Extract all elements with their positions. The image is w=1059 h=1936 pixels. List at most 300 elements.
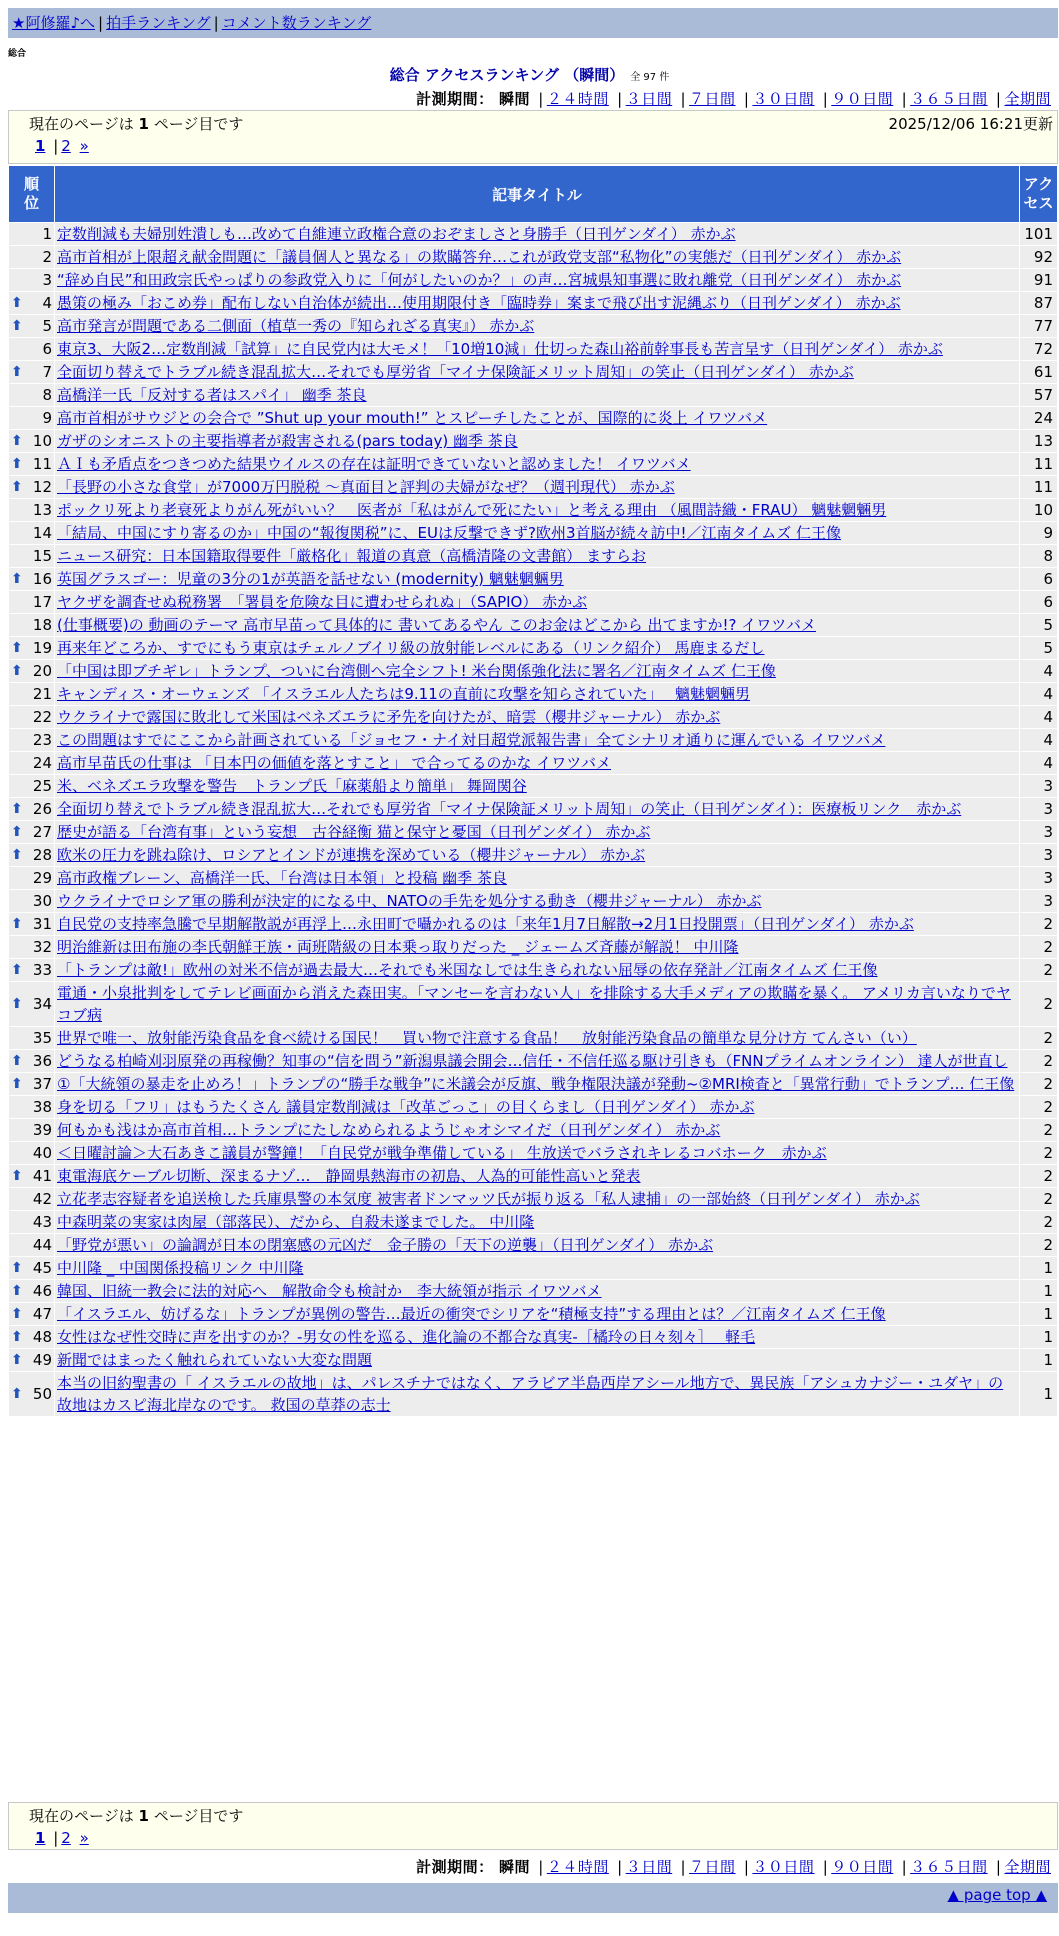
table-row [9, 499, 1058, 522]
page-status-prefix: 現在のページは [29, 1807, 134, 1825]
article-title-link[interactable]: 高橋洋一氏「反対する者はスパイ」 幽季 茶良 [57, 386, 367, 404]
article-title-link[interactable]: 「中国は即ブチギレ」トランプ、ついに台湾側へ完全シフト! 米台関係強化法に署名／江南タイムズ 仁王像 [57, 662, 776, 680]
table-row [9, 844, 1058, 867]
table-row [9, 269, 1058, 292]
article-title-link[interactable]: 「長野の小さな食堂」が7000万円脱税 ～真面目と評判の夫婦がなぜ？（週刊現代） 赤かぶ [57, 478, 675, 496]
table-row [9, 1303, 1058, 1326]
title-cell [55, 959, 1020, 982]
table-row [9, 453, 1058, 476]
table-row [9, 407, 1058, 430]
article-title-link[interactable]: 自民党の支持率急騰で早期解散説が再浮上…永田町で囁かれるのは「来年1月7日解散→2月1日投開票」（日刊ゲンダイ） 赤かぶ [57, 915, 914, 933]
article-title-link[interactable]: “辞め自民”和田政宗氏やっぱりの参政党入りに「何がしたいのか？」の声…宮城県知事選に敗れ離党（日刊ゲンダイ） 赤かぶ [57, 271, 902, 289]
rank-up-arrow-icon: ⬆ [11, 1329, 23, 1345]
rank-up-arrow-icon: ⬆ [11, 1283, 23, 1299]
rank-cell [9, 637, 55, 660]
period-selector-top: 計測期間： 瞬間 | ２４時間 | ３日間 | ７日間 | ３０日間 | ９０日間 | ３６５日間 | 全期間 [416, 90, 1051, 108]
table-row [9, 591, 1058, 614]
title-cell [55, 637, 1020, 660]
title-cell [55, 476, 1020, 499]
access-count: 87 [1020, 292, 1058, 315]
title-cell [55, 1119, 1020, 1142]
rank-cell [9, 890, 55, 913]
article-title-link[interactable]: (仕事概要)の 動画のテーマ 高市早苗って具体的に 書いてあるやん このお金はどこから 出てますか!? イワツバメ [57, 616, 816, 634]
table-row [9, 292, 1058, 315]
rank-cell [9, 1257, 55, 1280]
rank-up-arrow-icon: ⬆ [11, 1386, 23, 1402]
table-row [9, 982, 1058, 1027]
table-row [9, 821, 1058, 844]
access-count: 1 [1020, 1326, 1058, 1349]
access-count: 4 [1020, 706, 1058, 729]
rank-number: 42 [32, 1190, 52, 1208]
title-cell [55, 1096, 1020, 1119]
rank-up-arrow-icon: ⬆ [11, 295, 23, 311]
article-title-link[interactable]: 韓国、旧統一教会に法的対応へ 解散命令も検討か 李大統領が指示 イワツバメ [57, 1282, 602, 1300]
rank-up-arrow-icon: ⬆ [11, 1260, 23, 1276]
access-count: 6 [1020, 591, 1058, 614]
article-title-link[interactable]: ウクライナで露国に敗北して米国はベネズエラに矛先を向けたが、暗雲（櫻井ジャーナル） 赤かぶ [57, 708, 721, 726]
col-rank-header: 順位 [9, 166, 55, 223]
rank-up-arrow-icon: ⬆ [11, 801, 23, 817]
rank-cell [9, 729, 55, 752]
rank-number: 45 [32, 1259, 52, 1277]
title-cell [55, 867, 1020, 890]
rank-cell [9, 430, 55, 453]
period-link-3d[interactable]: ３日間 [625, 90, 673, 108]
rank-cell [9, 936, 55, 959]
article-title-link[interactable]: 新聞ではまったく触れられていない大変な問題 [57, 1351, 373, 1369]
article-title-link[interactable]: 世界で唯一、放射能汚染食品を食べ続ける国民！ 買い物で注意する食品！ 放射能汚染食品の簡単な見分け方 てんさい（い） [57, 1029, 917, 1047]
total-count: 全 97 件 [630, 72, 670, 83]
rank-cell [9, 499, 55, 522]
rank-cell [9, 315, 55, 338]
period-link-all[interactable]: 全期間 [1004, 90, 1051, 108]
category-label: 総合 [8, 49, 27, 59]
article-title-link[interactable]: 全面切り替えでトラブル続き混乱拡大…それでも厚労省「マイナ保険証メリット周知」の笑止（日刊ゲンダイ）：医療板リンク 赤かぶ [57, 800, 962, 818]
rank-up-arrow-icon: ⬆ [11, 996, 23, 1012]
access-count: 1 [1020, 1257, 1058, 1280]
rank-up-arrow-icon: ⬆ [11, 640, 23, 656]
access-count: 92 [1020, 246, 1058, 269]
article-title-link[interactable]: ＡＩも矛盾点をつきつめた結果ウイルスの存在は証明できていないと認めました！ イワツバメ [57, 455, 691, 473]
rank-cell [9, 522, 55, 545]
table-row [9, 1349, 1058, 1372]
rank-cell [9, 867, 55, 890]
rank-number: 17 [32, 593, 52, 611]
page-status-num: 1 [138, 1807, 149, 1825]
title-cell [55, 1234, 1020, 1257]
access-count: 8 [1020, 545, 1058, 568]
title-cell [55, 269, 1020, 292]
access-count: 2 [1020, 913, 1058, 936]
pager-top: 1 | 2 » [35, 137, 89, 155]
access-count: 4 [1020, 660, 1058, 683]
title-cell [55, 844, 1020, 867]
article-title-link[interactable]: 女性はなぜ性交時に声を出すのか？-男女の性を巡る、進化論の不都合な真実-［橘玲の日々刻々］ 軽毛 [57, 1328, 756, 1346]
title-cell [55, 361, 1020, 384]
article-title-link[interactable]: 高市首相がサウジとの会合で ”Shut up your mouth!” とスピーチしたことが、国際的に炎上 イワツバメ [57, 409, 768, 427]
table-row [9, 1073, 1058, 1096]
comment-ranking-link[interactable]: コメント数ランキング [221, 14, 372, 32]
rank-cell [9, 568, 55, 591]
rank-cell [9, 407, 55, 430]
rank-number: 48 [32, 1328, 52, 1346]
rank-cell [9, 752, 55, 775]
article-title-link[interactable]: 「野党が悪い」の論調が日本の閉塞感の元凶だ 金子勝の「天下の逆襲」（日刊ゲンダイ） 赤かぶ [57, 1236, 714, 1254]
table-row [9, 1257, 1058, 1280]
col-title-header: 記事タイトル [55, 166, 1020, 223]
table-row [9, 1234, 1058, 1257]
access-count: 3 [1020, 821, 1058, 844]
title-cell [55, 223, 1020, 246]
article-title-link[interactable]: ヤクザを調査せぬ税務署 「署員を危険な目に遭わせられぬ」（SAPIO） 赤かぶ [57, 593, 588, 611]
article-title-link[interactable]: 全面切り替えでトラブル続き混乱拡大…それでも厚労省「マイナ保険証メリット周知」の笑止（日刊ゲンダイ） 赤かぶ [57, 363, 854, 381]
rank-up-arrow-icon: ⬆ [11, 364, 23, 380]
rank-cell [9, 1165, 55, 1188]
article-title-link[interactable]: 高市発言が問題である二側面（植草一秀の『知られざる真実』） 赤かぶ [57, 317, 535, 335]
table-row [9, 614, 1058, 637]
article-title-link[interactable]: 米、ベネズエラ攻撃を警告 トランプ氏「麻薬船より簡単」 舞岡関谷 [57, 777, 527, 795]
table-row [9, 476, 1058, 499]
title-cell [55, 338, 1020, 361]
title-cell [55, 660, 1020, 683]
table-row [9, 430, 1058, 453]
article-title-link[interactable]: キャンディス・オーウェンズ 「イスラエル人たちは9.11の直前に攻撃を知らされていた」 魑魅魍魎男 [57, 685, 751, 703]
home-link[interactable]: ★阿修羅♪へ [12, 14, 96, 32]
page-top-link[interactable]: ▲ page top ▲ [947, 1886, 1047, 1904]
article-title-link[interactable]: 電通・小泉批判をしてテレビ画面から消えた森田実。「マンセーを言わない人」を排除する大手メディアの欺瞞を暴く。 アメリカ言いなりでヤコブ病 [57, 984, 1011, 1024]
access-count: 11 [1020, 476, 1058, 499]
rank-number: 3 [42, 271, 52, 289]
table-row [9, 315, 1058, 338]
period-link-30d[interactable]: ３０日間 [752, 90, 815, 108]
table-row [9, 1372, 1058, 1417]
title-cell [55, 1257, 1020, 1280]
period-label: 計測期間： [416, 1858, 494, 1876]
access-count: 77 [1020, 315, 1058, 338]
article-title-link[interactable]: ポックリ死より老衰死よりがん死がいい？ 医者が「私はがんで死にたい」と考える理由 （風間詩織・FRAU） 魑魅魍魎男 [57, 501, 887, 519]
rank-cell [9, 269, 55, 292]
access-count: 24 [1020, 407, 1058, 430]
title-cell [55, 614, 1020, 637]
table-row [9, 246, 1058, 269]
rank-up-arrow-icon: ⬆ [11, 663, 23, 679]
rank-up-arrow-icon: ⬆ [11, 1168, 23, 1184]
rank-number: 50 [32, 1385, 52, 1403]
rank-up-arrow-icon: ⬆ [11, 479, 23, 495]
rank-cell [9, 959, 55, 982]
title-cell [55, 798, 1020, 821]
access-count: 4 [1020, 729, 1058, 752]
rank-cell [9, 1073, 55, 1096]
rank-cell [9, 706, 55, 729]
access-count: 2 [1020, 936, 1058, 959]
nav-separator: | [98, 14, 104, 32]
rank-number: 38 [32, 1098, 52, 1116]
article-title-link[interactable]: 中森明菜の実家は肉屋（部落民）、だから、自殺未遂までした。 中川隆 [57, 1213, 535, 1231]
access-count: 3 [1020, 844, 1058, 867]
rank-cell [9, 1096, 55, 1119]
rank-number: 44 [32, 1236, 52, 1254]
access-count: 91 [1020, 269, 1058, 292]
article-title-link[interactable]: 愚策の極み「おこめ券」配布しない自治体が続出…使用期限付き「臨時券」案まで飛び出す泥縄ぶり（日刊ゲンダイ） 赤かぶ [57, 294, 901, 312]
article-title-link[interactable]: 「トランプは敵!」欧州の対米不信が過去最大…それでも米国なしでは生きられない屈辱の依存発計／江南タイムズ 仁王像 [57, 961, 878, 979]
title-cell [55, 1349, 1020, 1372]
title-cell [55, 706, 1020, 729]
pager-page-2[interactable]: 2 [61, 1829, 71, 1847]
period-current: 瞬間 [498, 1858, 530, 1876]
rank-number: 41 [32, 1167, 52, 1185]
access-count: 1 [1020, 1349, 1058, 1372]
period-link-90d[interactable]: ９０日間 [831, 90, 894, 108]
rank-number: 27 [32, 823, 52, 841]
rank-cell [9, 1188, 55, 1211]
table-row [9, 568, 1058, 591]
table-row [9, 1050, 1058, 1073]
period-link-24h[interactable]: ２４時間 [546, 1858, 609, 1876]
rank-number: 49 [32, 1351, 52, 1369]
article-title-link[interactable]: 身を切る「フリ」はもうたくさん 議員定数削減は「改革ごっこ」の目くらまし（日刊ゲンダイ） 赤かぶ [57, 1098, 755, 1116]
pager-page-1[interactable]: 1 [35, 137, 46, 155]
title-cell [55, 384, 1020, 407]
access-count: 2 [1020, 1119, 1058, 1142]
access-count: 1 [1020, 1303, 1058, 1326]
table-row [9, 729, 1058, 752]
article-title-link[interactable]: 東京3、大阪2…定数削減「試算」に自民党内は大モメ！「10増10減」仕切った森山裕前幹事長も苦言呈す（日刊ゲンダイ） 赤かぶ [57, 340, 943, 358]
title-cell [55, 821, 1020, 844]
access-count: 5 [1020, 614, 1058, 637]
rank-cell [9, 1280, 55, 1303]
rank-up-arrow-icon: ⬆ [11, 916, 23, 932]
rank-number: 26 [32, 800, 52, 818]
access-count: 13 [1020, 430, 1058, 453]
period-link-7d[interactable]: ７日間 [689, 1858, 736, 1876]
rank-cell [9, 361, 55, 384]
pager-bottom: 1 | 2 » [35, 1829, 89, 1847]
page-status-suffix: ページ目です [153, 1807, 244, 1825]
rank-number: 6 [42, 340, 52, 358]
article-title-link[interactable]: 高市首相が上限超え献金問題に「議員個人と異なる」の欺瞞答弁…これが政党支部“私物化”の実態だ（日刊ゲンダイ） 赤かぶ [57, 248, 902, 266]
rank-cell [9, 384, 55, 407]
period-link-90d[interactable]: ９０日間 [831, 1858, 894, 1876]
table-row [9, 660, 1058, 683]
period-link-30d[interactable]: ３０日間 [752, 1858, 815, 1876]
period-link-365d[interactable]: ３６５日間 [910, 90, 988, 108]
table-row [9, 223, 1058, 246]
article-title-link[interactable]: 「結局、中国にすり寄るのか」中国の“報復関税”に、EUは反撃できず?欧州3首脳が続々訪中!／江南タイムズ 仁王像 [57, 524, 841, 542]
title-cell [55, 752, 1020, 775]
article-title-link[interactable]: ウクライナでロシア軍の勝利が決定的になる中、NATOの手先を処分する動き（櫻井ジャーナル） 赤かぶ [57, 892, 762, 910]
pager-page-2[interactable]: 2 [61, 137, 71, 155]
title-cell [55, 982, 1020, 1027]
access-count: 9 [1020, 522, 1058, 545]
article-title-link[interactable]: 本当の旧約聖書の「 イスラエルの故地」は、パレスチナではなく、アラビア半島西岸アシール地方で、異民族「アシュカナジー・ユダヤ」の故地はカスピ海北岸なのです。 救国の草莽の志士 [57, 1374, 1004, 1414]
article-title-link[interactable]: 再来年どころか、すでにもう東京はチェルノブイリ級の放射能レベルにある（リンク紹介） 馬鹿まるだし [57, 639, 765, 657]
access-count: 1 [1020, 1372, 1058, 1417]
access-count: 57 [1020, 384, 1058, 407]
period-link-7d[interactable]: ７日間 [689, 90, 736, 108]
table-row [9, 913, 1058, 936]
rank-number: 32 [32, 938, 52, 956]
table-row [9, 1188, 1058, 1211]
rank-number: 31 [32, 915, 52, 933]
article-title-link[interactable]: 東電海底ケーブル切断、深まるナゾ… 静岡県熱海市の初島、人為的可能性高いと発表 [57, 1167, 641, 1185]
access-count: 2 [1020, 1234, 1058, 1257]
period-link-all[interactable]: 全期間 [1004, 1858, 1051, 1876]
title-cell [55, 453, 1020, 476]
rank-cell [9, 1349, 55, 1372]
table-row [9, 338, 1058, 361]
page-status-suffix: ページ目です [153, 115, 244, 133]
rank-number: 1 [42, 225, 52, 243]
rank-number: 4 [42, 294, 52, 312]
rank-number: 14 [32, 524, 52, 542]
access-count: 1 [1020, 1280, 1058, 1303]
period-current: 瞬間 [498, 90, 530, 108]
nav-separator: | [213, 14, 219, 32]
table-row [9, 1165, 1058, 1188]
table-row [9, 936, 1058, 959]
table-row [9, 1211, 1058, 1234]
update-date: 2025/12/06 16:21更新 [888, 115, 1053, 133]
table-row [9, 1119, 1058, 1142]
title-cell [55, 1165, 1020, 1188]
rank-cell [9, 476, 55, 499]
rank-number: 46 [32, 1282, 52, 1300]
article-title-link[interactable]: 明治維新は田布施の李氏朝鮮王族・両班階級の日本乗っ取りだった _ ジェームズ斉藤が解説！ 中川隆 [57, 938, 739, 956]
rank-number: 19 [32, 639, 52, 657]
table-row [9, 890, 1058, 913]
page-info-bottom [8, 1802, 1058, 1850]
article-title-link[interactable]: ニュース研究：日本国籍取得要件「厳格化」報道の真意（高橋清隆の文書館） ますらお [57, 547, 647, 565]
rank-number: 21 [32, 685, 52, 703]
article-title-link[interactable]: ①「大統領の暴走を止めろ！」トランプの“勝手な戦争”に米議会が反旗、戦争権限決議が発動~②MRI検査と「異常行動」でトランプ… 仁王像 [57, 1075, 1015, 1093]
access-count: 2 [1020, 1211, 1058, 1234]
rank-number: 11 [32, 455, 52, 473]
rank-cell [9, 798, 55, 821]
rank-number: 22 [32, 708, 52, 726]
table-row [9, 959, 1058, 982]
clap-ranking-link[interactable]: 拍手ランキング [106, 14, 211, 32]
rank-up-arrow-icon: ⬆ [11, 824, 23, 840]
title-cell [55, 1372, 1020, 1417]
title-cell [55, 246, 1020, 269]
article-title-link[interactable]: 欧米の圧力を跳ね除け、ロシアとインドが連携を深めている（櫻井ジャーナル） 赤かぶ [57, 846, 646, 864]
rank-cell [9, 453, 55, 476]
pager-next[interactable]: » [79, 137, 89, 155]
title-cell [55, 775, 1020, 798]
table-row [9, 706, 1058, 729]
article-title-link[interactable]: 中川隆 _ 中国関係投稿リンク 中川隆 [57, 1259, 304, 1277]
period-selector-bottom: 計測期間： 瞬間 | ２４時間 | ３日間 | ７日間 | ３０日間 | ９０日間 | ３６５日間 | 全期間 [416, 1858, 1051, 1876]
article-title-link[interactable]: 「イスラエル、妨げるな」トランプが異例の警告…最近の衝突でシリアを“積極支持”する理由とは？／江南タイムズ 仁王像 [57, 1305, 886, 1323]
rank-cell [9, 545, 55, 568]
access-count: 2 [1020, 1096, 1058, 1119]
rank-number: 35 [32, 1029, 52, 1047]
title-cell [55, 1188, 1020, 1211]
access-count: 72 [1020, 338, 1058, 361]
article-title-link[interactable]: 立花孝志容疑者を追送検した兵庫県警の本気度 被害者ドンマッツ氏が振り返る「私人逮捕」の一部始終（日刊ゲンダイ） 赤かぶ [57, 1190, 920, 1208]
article-title-link[interactable]: 英国グラスゴー：児童の3分の1が英語を話せない (modernity) 魑魅魍魎男 [57, 570, 564, 588]
rank-cell [9, 223, 55, 246]
rank-cell [9, 1211, 55, 1234]
title-cell [55, 292, 1020, 315]
period-link-3d[interactable]: ３日間 [625, 1858, 673, 1876]
col-access-header: アクセス [1020, 166, 1058, 223]
pager-page-1[interactable]: 1 [35, 1829, 46, 1847]
rank-up-arrow-icon: ⬆ [11, 1352, 23, 1368]
title-cell [55, 1027, 1020, 1050]
rank-up-arrow-icon: ⬆ [11, 571, 23, 587]
access-count: 11 [1020, 453, 1058, 476]
rank-number: 47 [32, 1305, 52, 1323]
article-title-link[interactable]: 定数削減も夫婦別姓潰しも…改めて自維連立政権合意のおぞましさと身勝手（日刊ゲンダイ） 赤かぶ [57, 225, 736, 243]
access-count: 2 [1020, 1027, 1058, 1050]
article-title-link[interactable]: 高市政権ブレーン、高橋洋一氏、「台湾は日本領」と投稿 幽季 茶良 [57, 869, 507, 887]
article-title-link[interactable]: 高市早苗氏の仕事は 「日本円の価値を落とすこと」 で合ってるのかな イワツバメ [57, 754, 612, 772]
article-title-link[interactable]: 歴史が語る「台湾有事」という妄想 古谷経衡 猫と保守と憂国（日刊ゲンダイ） 赤かぶ [57, 823, 651, 841]
rank-number: 34 [32, 995, 52, 1013]
rank-cell [9, 591, 55, 614]
access-count: 3 [1020, 798, 1058, 821]
rank-number: 25 [32, 777, 52, 795]
rank-cell [9, 821, 55, 844]
rank-number: 29 [32, 869, 52, 887]
title-cell [55, 1211, 1020, 1234]
table-row [9, 384, 1058, 407]
rank-number: 8 [42, 386, 52, 404]
article-title-link[interactable]: どうなる柏崎刈羽原発の再稼働？知事の“信を問う”新潟県議会開会…信任・不信任巡る駆け引きも（FNNプライムオンライン） 達人が世直し [57, 1052, 1008, 1070]
period-label: 計測期間： [416, 90, 494, 108]
table-row [9, 867, 1058, 890]
rank-up-arrow-icon: ⬆ [11, 1306, 23, 1322]
rank-number: 24 [32, 754, 52, 772]
rank-cell [9, 292, 55, 315]
rank-up-arrow-icon: ⬆ [11, 962, 23, 978]
rank-number: 5 [42, 317, 52, 335]
access-count: 2 [1020, 959, 1058, 982]
page-info-top [8, 110, 1058, 164]
access-count: 2 [1020, 1050, 1058, 1073]
rank-cell [9, 1142, 55, 1165]
title-cell [55, 1326, 1020, 1349]
title-cell [55, 1303, 1020, 1326]
article-title-link[interactable]: ＜日曜討論＞大石あきこ議員が警鐘！「自民党が戦争準備している」 生放送でバラされキレるコバホーク 赤かぶ [57, 1144, 827, 1162]
title-cell [55, 1280, 1020, 1303]
title-cell [55, 890, 1020, 913]
pager-next[interactable]: » [79, 1829, 89, 1847]
article-title-link[interactable]: 何もかも浅はか高市首相…トランプにたしなめられるようじゃオシマイだ（日刊ゲンダイ） 赤かぶ [57, 1121, 721, 1139]
title-cell [55, 522, 1020, 545]
access-count: 2 [1020, 1142, 1058, 1165]
table-row [9, 1326, 1058, 1349]
rank-cell [9, 1234, 55, 1257]
period-link-365d[interactable]: ３６５日間 [910, 1858, 988, 1876]
article-title-link[interactable]: ガザのシオニストの主要指導者が殺害される(pars today) 幽季 茶良 [57, 432, 518, 450]
period-link-24h[interactable]: ２４時間 [546, 90, 609, 108]
title-cell [55, 683, 1020, 706]
rank-number: 39 [32, 1121, 52, 1139]
rank-cell [9, 1050, 55, 1073]
rank-up-arrow-icon: ⬆ [11, 318, 23, 334]
rank-cell [9, 1303, 55, 1326]
table-row [9, 683, 1058, 706]
rank-cell [9, 1326, 55, 1349]
rank-number: 43 [32, 1213, 52, 1231]
rank-up-arrow-icon: ⬆ [11, 1076, 23, 1092]
article-title-link[interactable]: この問題はすでにここから計画されている「ジョセフ・ナイ対日超党派報告書」全てシナリオ通りに運んでいる イワツバメ [57, 731, 886, 749]
rank-up-arrow-icon: ⬆ [11, 456, 23, 472]
